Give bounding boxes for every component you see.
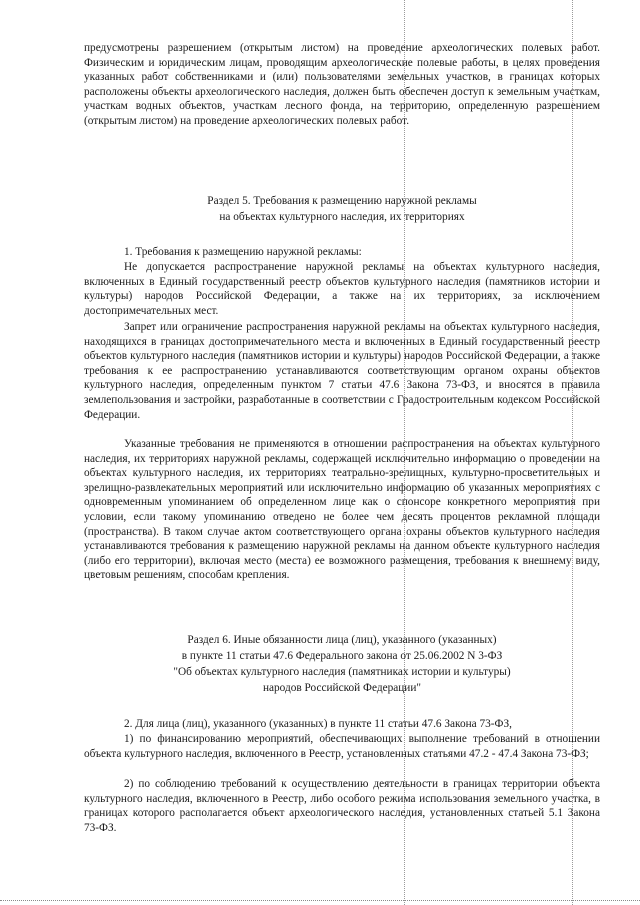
scan-bottom-border [0,898,640,901]
section-5-paragraph: Запрет или ограничение распространения наружной рекламы на объектах культурного наследия, находящихся в границах достопримечательного места и включенных в Единый государственный реестр объектов культурного наследия (памятников истории и культуры) народов Российской Федерации, а также требования к ее распространению устанавливаются соответствующим органом охраны объектов культурного наследия, определенным пунктом 7 статьи 47.6 Закона 73-ФЗ, и вносятся в правила землепользования и застройки, разработанные в соответствии с Градостроительным кодексом Российской Федерации. [84,321,600,421]
section-6-paragraph: 1) по финансированию мероприятий, обеспечивающих выполнение требований в отношении объекта культурного наследия, включенного в Реестр, установленных статьями 47.2 - 47.4 Закона 73-ФЗ; [84,733,600,760]
section-5-title-line-1: Раздел 5. Требования к размещению наружной рекламы [207,195,477,207]
section-6-title-line-1: Раздел 6. Иные обязанности лица (лиц), указанного (указанных) [187,634,497,646]
section-5-paragraph: Не допускается распространение наружной рекламы на объектах культурного наследия, включенных в Единый государственный реестр объектов культурного наследия (памятников истории и культуры) народов Российской Федерации, а также на их территориях, за исключением достопримечательных мест. [84,261,600,317]
section-6-title-line-3: "Об объектах культурного наследия (памятниках истории и культуры) [173,666,511,678]
intro-paragraph: предусмотрены разрешением (открытым листом) на проведение археологических полевых работ. Физическим и юридическим лицам, проводящим археологические полевые работы, в целях проведения указанных работ собственниками и (или) пользователями земельных участков, в границах которых расположены объекты археологического наследия, должен быть обеспечен доступ к земельным участкам, участкам водных объектов, участкам лесного фонда, на территорию, определенную разрешением (открытым листом) на проведение археологических полевых работ. [84,42,600,127]
section-6-title-line-4: народов Российской Федерации" [262,682,422,694]
section-5-heading [84,193,600,225]
section-6-paragraph: 2) по соблюдению требований к осуществлению деятельности в границах территории объекта культурного наследия, включенного в Реестр, либо особого режима использования земельного участка, в границах которого располагается объект археологического наследия, установленных статьей 5.1 Закона 73-ФЗ. [84,778,600,834]
section-6-item-heading: 2. Для лица (лиц), указанного (указанных) в пункте 11 статьи 47.6 Закона 73-ФЗ, [124,718,512,730]
section-6-heading [84,632,600,696]
section-5-item-heading: 1. Требования к размещению наружной рекламы: [124,246,362,258]
section-6-title-line-2: в пункте 11 статьи 47.6 Федерального закона от 25.06.2002 N 3-ФЗ [181,650,503,662]
section-5-paragraph: Указанные требования не применяются в отношении распространения на объектах культурного наследия, их территориях наружной рекламы, содержащей исключительно информацию о проведении на объектах культурного наследия, их территориях театрально-зрелищных, культурно-просветительных и зрелищно-развлекательных мероприятий или исключительно информацию об указанных мероприятиях с одновременным упоминанием об определенном лице как о спонсоре конкретного мероприятия при условии, если такому упоминанию отведено не более чем десять процентов рекламной площади (пространства). В таком случае актом соответствующего органа охраны объектов культурного наследия устанавливаются требования к размещению наружной рекламы на данном объекте культурного наследия (либо его территории), включая место (места) ее возможного размещения, требования к внешнему виду, цветовым решениям, способам крепления. [84,438,600,582]
section-5-title-line-2: на объектах культурного наследия, их территориях [219,211,465,223]
